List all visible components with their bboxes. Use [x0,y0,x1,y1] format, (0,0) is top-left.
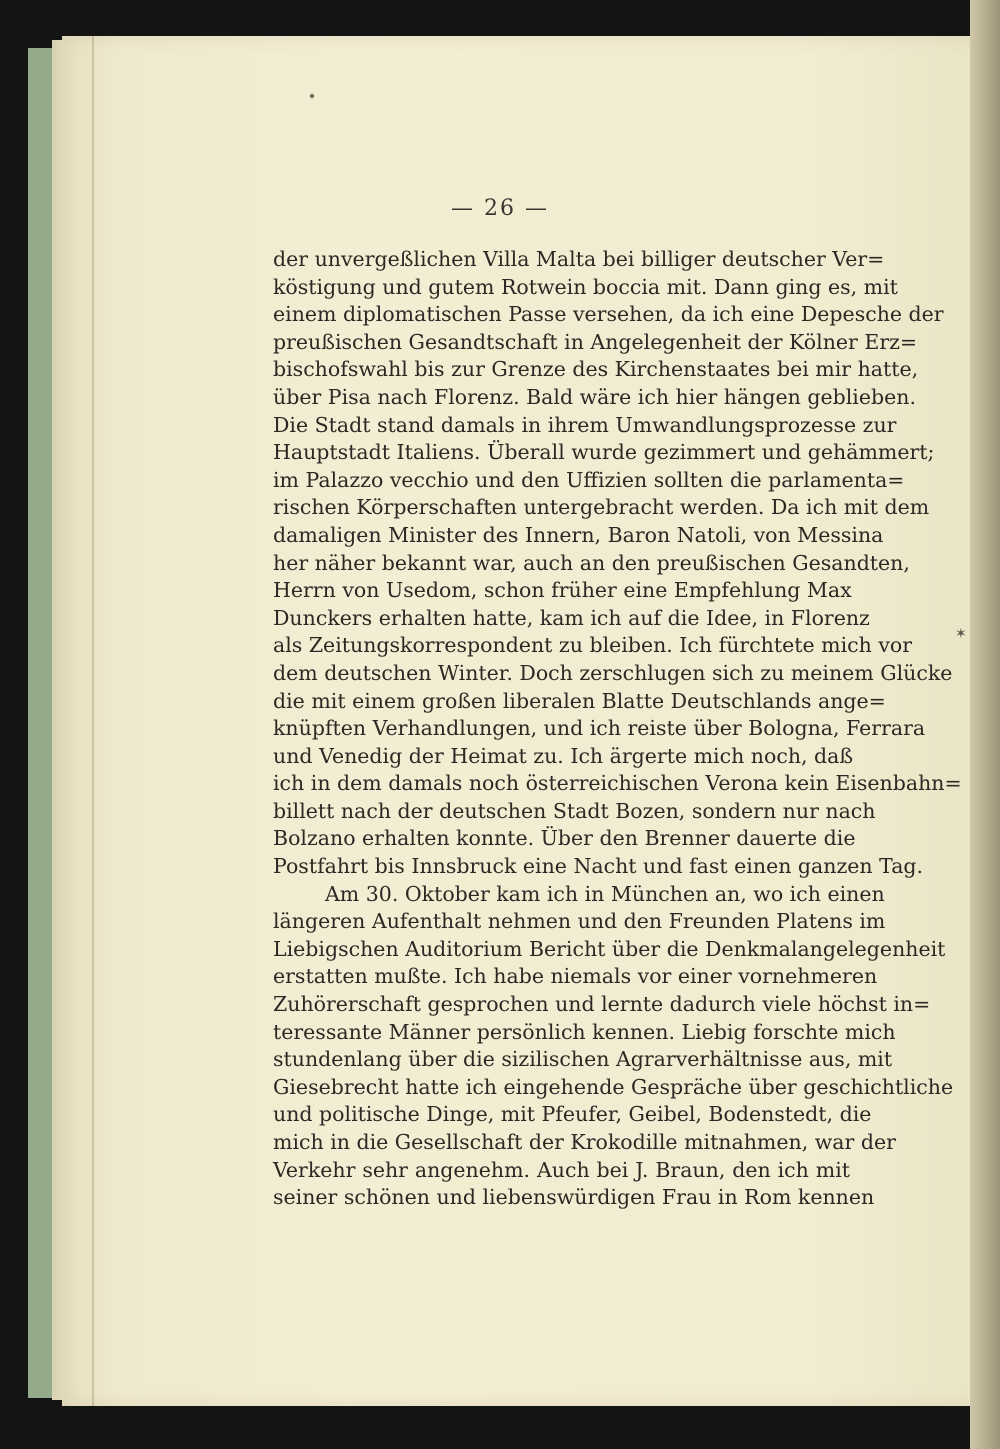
text-line: Bolzano erhalten konnte. Über den Brenner dauerte die [273,826,856,851]
text-line: einem diplomatischen Passe versehen, da ich eine Depesche der [273,302,944,327]
body-text [273,246,962,1212]
text-line: Zuhörerschaft gesprochen und lernte dadurch viele höchst in= [273,992,931,1017]
text-line-paragraph-start: Am 30. Oktober kam ich in München an, wo ich einen [325,881,885,906]
text-line: billett nach der deutschen Stadt Bozen, sondern nur nach [273,798,876,823]
text-line: als Zeitungskorrespondent zu bleiben. Ich fürchtete mich vor [273,633,913,658]
text-line: köstigung und gutem Rotwein boccia mit. Dann ging es, mit [273,274,898,299]
text-line: der unvergeßlichen Villa Malta bei billiger deutscher Ver= [273,247,885,271]
text-line: Die Stadt stand damals in ihrem Umwandlungsprozesse zur [273,412,897,437]
text-line: und politische Dinge, mit Pfeufer, Geibel, Bodenstedt, die [273,1102,872,1127]
text-line: mich in die Gesellschaft der Krokodille mitnahmen, war der [273,1130,896,1154]
text-line: stundenlang über die sizilischen Agrarverhältnisse aus, mit [273,1047,893,1072]
text-line: Giesebrecht hatte ich eingehende Gespräche über geschichtliche [273,1074,954,1099]
text-line: die mit einem großen liberalen Blatte Deutschlands ange= [273,688,886,713]
text-line: preußischen Gesandtschaft in Angelegenheit der Kölner Erz= [273,329,918,354]
text-line: Verkehr sehr angenehm. Auch bei J. Braun, den ich mit [273,1157,850,1182]
text-line: im Palazzo vecchio und den Uffizien sollten die parlamenta= [273,467,905,492]
text-line: rischen Körperschaften untergebracht werden. Da ich mit dem [273,495,930,520]
text-line: teressante Männer persönlich kennen. Liebig forschte mich [273,1019,896,1044]
text-line: dem deutschen Winter. Doch zerschlugen sich zu meinem Glücke [273,660,953,685]
page-number: — 26 — [451,196,549,221]
text-line: erstatten mußte. Ich habe niemals vor einer vornehmeren [273,964,878,989]
text-line: damaligen Minister des Innern, Baron Natoli, von Messina [273,522,884,547]
paper-speck [310,94,314,98]
text-line: seiner schönen und liebenswürdigen Frau in Rom kennen [273,1185,875,1210]
text-line: Postfahrt bis Innsbruck eine Nacht und fast einen ganzen Tag. [273,854,924,879]
text-line: her näher bekannt war, auch an den preußischen Gesandten, [273,550,910,575]
text-line: Hauptstadt Italiens. Überall wurde gezimmert und gehämmert; [273,440,935,465]
text-line: über Pisa nach Florenz. Bald wäre ich hier hängen geblieben. [273,384,916,409]
text-line: Herrn von Usedom, schon früher eine Empfehlung Max [273,578,852,603]
margin-mark: ✶ [955,626,967,642]
text-line: längeren Aufenthalt nehmen und den Freunden Platens im [273,909,886,934]
text-line: knüpften Verhandlungen, und ich reiste über Bologna, Ferrara [273,716,926,741]
page-gutter-line [92,36,94,1406]
text-line: bischofswahl bis zur Grenze des Kirchenstaates bei mir hatte, [273,357,919,382]
text-line: Dunckers erhalten hatte, kam ich auf die Idee, in Florenz [273,605,870,630]
text-line: und Venedig der Heimat zu. Ich ärgerte mich noch, daß [273,743,854,768]
text-line: ich in dem damals noch österreichischen Verona kein Eisenbahn= [273,771,962,796]
text-line: Liebigschen Auditorium Bericht über die Denkmalangelegenheit [273,936,946,961]
